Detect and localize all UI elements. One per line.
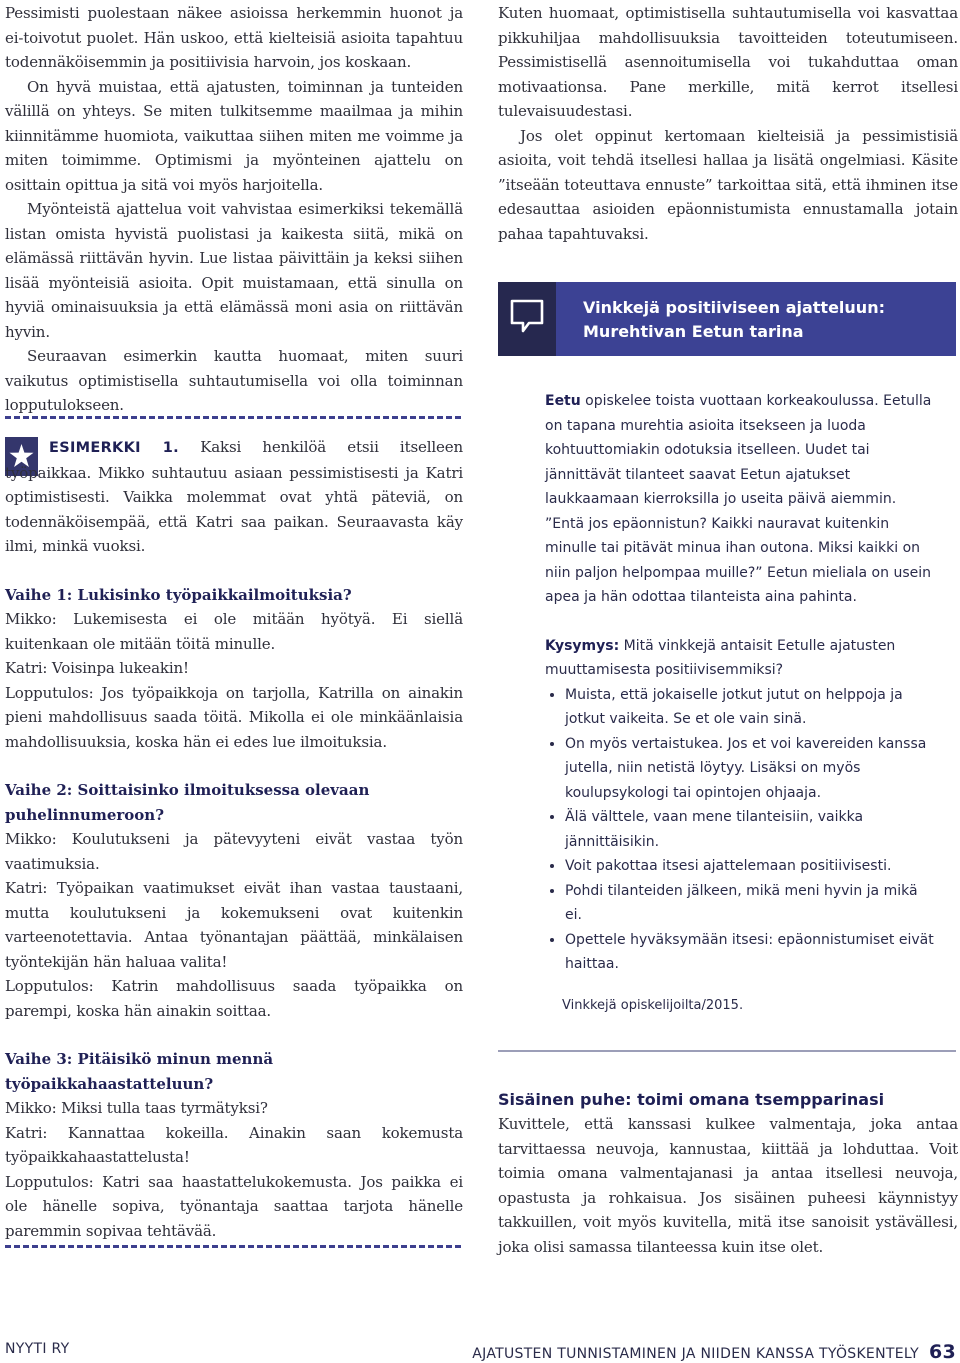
question-paragraph [545, 634, 935, 683]
example-label: ESIMERKKI 1. [49, 440, 179, 456]
paragraph-positive-list: Myönteistä ajattelua voit vahvistaa esimerkiksi tekemällä listan omista hyvistä puolistasi ja kaikesta siitä, mikä on elämässä riittävän hyvin. Lue listaa päivittäin ja keksi siihen lisää myönteisiä asioita. Opit muistamaan, että sinulla on hyviä ominaisuuksia ja että elämässä moni asia on riittävän hyvin. [5, 200, 463, 341]
story-name: Eetu [545, 393, 581, 409]
stage-3-katri: Katri: Kannattaa kokeilla. Ainakin saan kokemusta työpaikkahaastattelusta! [5, 1123, 463, 1166]
list-item: • Muista, että jokaiselle jotkut jutut on helppoja ja jotkut vaikeita. Se et ole vain sinä. [565, 683, 935, 732]
example-bottom-divider [5, 1245, 461, 1248]
story-paragraph [545, 389, 935, 610]
stage-1-result: Lopputulos: Jos työpaikkoja on tarjolla, Katrilla on ainakin pieni mahdollisuus saada töitä. Mikolla ei ole minkäänlaisia mahdollisuuksia, koska hän ei edes lue ilmoituksia. [5, 683, 463, 751]
stage-2-result: Lopputulos: Katrin mahdollisuus saada työpaikka on parempi, koska hän ainakin soittaa. [5, 977, 463, 1020]
story-text: opiskelee toista vuottaan korkeakoulussa. Eetulla on tapana murehtia asioita itsekseen ja luoda kohtuuttomiakin odotuksia itselleen. Uudet tai jännittävät tilanteet saavat Eetun ajatukset laukkaamaan kierroksilla jo useita päivä aiemmin. ”Entä jos epäonnistun? Kaikki nauravat kuitenkin minulle tai pitävät minua ihan outona. Miksi kaikki on niin paljon helpompaa muille?” Eetun mieliala on usein apea ja hän odottaa tilanteista aina pahinta. [545, 393, 932, 605]
example-1 [5, 435, 463, 1243]
footer-publisher: NYYTI RY [5, 1341, 70, 1357]
example-intro [5, 435, 463, 559]
stage-3-mikko: Mikko: Miksi tulla taas tyrmätyksi? [5, 1099, 268, 1117]
list-item: • Opettele hyväksymään itsesi: epäonnistumiset eivät haittaa. [565, 928, 935, 977]
stage-1-mikko: Mikko: Lukemisesta ei ole mitään hyötyä. Ei siellä kuitenkaan ole mitään töitä minulle. [5, 610, 463, 653]
tips-list [545, 683, 935, 977]
paragraph-example-lead: Seuraavan esimerkin kautta huomaat, miten suuri vaikutus optimistisella suhtautumisella voi olla toiminnan lopputulokseen. [5, 347, 463, 414]
tip-box-bottom-line [498, 1050, 956, 1052]
list-item: • On myös vertaistukea. Jos et voi kavereiden kanssa jutella, niin netistä löytyy. Lisäksi on myös koulupsykologi tai opintojen ohjaaja. [565, 732, 935, 806]
stage-3-title: Vaihe 3: Pitäisikö minun mennä työpaikkahaastatteluun? [5, 1050, 274, 1093]
stage-2-katri: Katri: Työpaikan vaatimukset eivät ihan vastaa taustaani, mutta koulutukseni ja kokemukseni ovat kuitenkin varteenotettavia. Antaa työnantajan päättää, minkälaisen työntekijän hän haluaa valita! [5, 879, 463, 971]
paragraph-self-fulfilling: Jos olet oppinut kertomaan kielteisiä ja pessimistisiä asioita, voit tehdä itsellesi hallaa ja lisätä ongelmiasi. Käsite ”itseään toteuttava ennuste” tarkoittaa sitä, että ihminen itse edesauttaa asioiden epäonnistumista ennustamalla jotain pahaa tapahtuvaksi. [498, 126, 958, 243]
intro-paragraph: Pessimisti puolestaan näkee asioissa herkemmin huonot ja ei-toivotut puolet. Hän uskoo, että kielteisiä asioita tapahtuu todennäköisemmin ja positiivisia harvoin, jos koskaan. [5, 4, 463, 71]
stage-2-title: Vaihe 2: Soittaisinko ilmoituksessa olevaan puhelinnumeroon? [5, 781, 370, 824]
example-intro-text: Kaksi henkilöä etsii itselleen työpaikkaa. Mikko suhtautuu asiaan pessimistisesti ja Katri optimistisesti. Vaikka molemmat ovat yhtä päteviä, on todennäköisempää, että Katri saa paikan. Seuraavasta käy ilmi, minkä vuoksi. [5, 438, 463, 555]
paragraph-optimism-effect: Kuten huomaat, optimistisella suhtautumisella voi kasvattaa pikkuhiljaa mahdollisuuksia tavoitteiden toteutumiseen. Pessimistisellä asennoitumisella voi tukahduttaa oman motivaationsa. Pane merkille, mitä kerrot itsellesi tulevaisuudestasi. [498, 4, 958, 120]
tip-box-title [583, 296, 885, 343]
right-intro-text [498, 1, 958, 246]
tip-box-body [545, 389, 935, 977]
paragraph-thoughts-connection: On hyvä muistaa, että ajatusten, toiminnan ja tunteiden välillä on yhteys. Se miten tulkitsemme maailmaa ja mihin kiinnitämme huomiota, vaikuttaa siihen miten me voimme ja miten toimimme. Optimismi ja myönteinen ajattelu on osittain opittua ja sitä voi myös harjoitella. [5, 77, 463, 194]
footer-title: AJATUSTEN TUNNISTAMINEN JA NIIDEN KANSSA TYÖSKENTELY [472, 1346, 919, 1362]
question-text: Mitä vinkkejä antaisit Eetulle ajatusten muuttamisesta positiivisemmiksi? [545, 637, 896, 678]
tip-box-header [498, 282, 956, 356]
left-intro-text [5, 1, 463, 418]
tip-title-line-1: Vinkkejä positiiviseen ajatteluun: [583, 298, 885, 317]
page-number: 63 [928, 1341, 956, 1363]
inner-speech-heading: Sisäinen puhe: toimi omana tsempparinasi [498, 1090, 885, 1109]
stage-1-title: Vaihe 1: Lukisinko työpaikkailmoituksia? [5, 585, 352, 604]
speech-bubble-icon [498, 282, 556, 356]
footer-right [472, 1341, 956, 1363]
tip-source: Vinkkejä opiskelijoilta/2015. [562, 998, 744, 1013]
list-item: • Älä välttele, vaan mene tilanteisiin, vaikka jännittäisikin. [565, 805, 935, 854]
stage-2-mikko: Mikko: Koulutukseni ja pätevyyteni eivät vastaa työn vaatimuksia. [5, 830, 463, 873]
inner-speech-section [498, 1112, 958, 1259]
stage-3-result: Lopputulos: Katri saa haastattelukokemusta. Jos paikka ei ole hänelle sopiva, työnantaja saattaa tarjota hänelle paremmin sopivaa tehtävää. [5, 1172, 463, 1240]
example-top-divider [5, 416, 461, 419]
tip-title-line-2: Murehtivan Eetun tarina [583, 321, 804, 341]
list-item: • Voit pakottaa itsesi ajattelemaan positiivisesti. [565, 854, 935, 879]
list-item: • Pohdi tilanteiden jälkeen, mikä meni hyvin ja mikä ei. [565, 879, 935, 928]
stage-1-katri: Katri: Voisinpa lukeakin! [5, 659, 189, 677]
question-label: Kysymys: [545, 637, 620, 654]
inner-speech-text: Kuvittele, että kanssasi kulkee valmentaja, joka antaa tarvittaessa neuvoja, kannustaa, kiittää ja lohduttaa. Voit toimia omana valmentajanasi ja antaa itsellesi neuvoja, opastusta ja rohkaisua. Jos sisäinen puheesi käynnistyy takkuillen, voit myös kuvitella, mitä itse sanoisit ystävällesi, joka olisi samassa tilanteessa kuin itse olet. [498, 1115, 958, 1256]
